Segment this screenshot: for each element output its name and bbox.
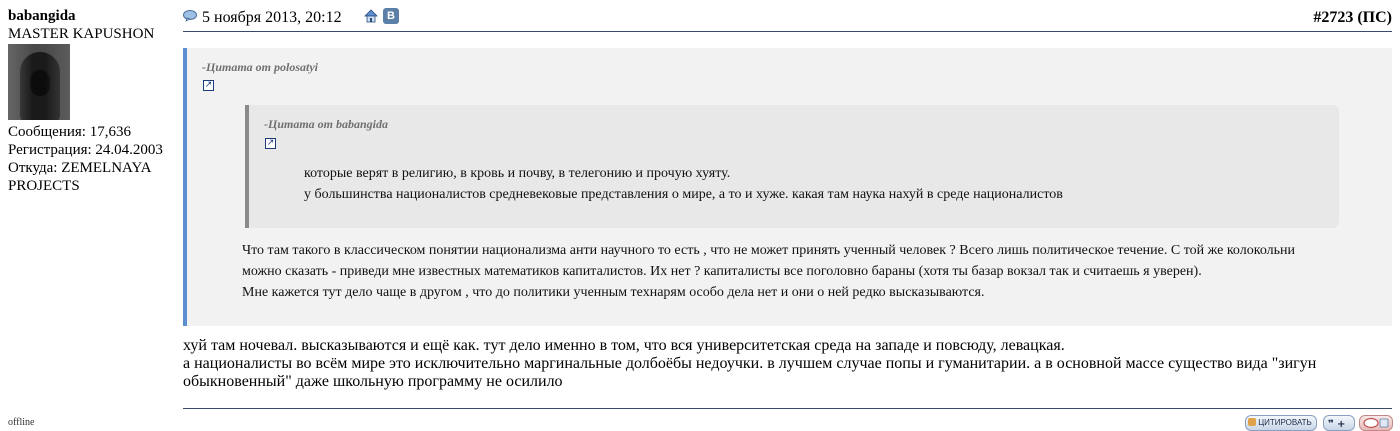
home-icon[interactable]: [364, 9, 378, 23]
quote-button[interactable]: [1245, 415, 1317, 431]
quote-author: -Цитата от polosatyi: [202, 60, 319, 74]
outer-quote-line: можно сказать - приведи мне известных математиков капиталистов. Их нет ? капиталисты все поголовно бараны (хотя ты базар вокзал так и считаешь я уверен).: [242, 264, 1202, 279]
svg-text:+: +: [1337, 419, 1346, 430]
post-icon: [183, 10, 197, 22]
quote-glyph-icon: [1248, 418, 1256, 426]
user-location-cont: PROJECTS: [8, 178, 80, 194]
quote-button-label: ЦИТИРОВАТЬ: [1258, 418, 1312, 427]
post-number-link[interactable]: #2723 (ПС): [1313, 9, 1392, 26]
multiquote-button[interactable]: [1323, 415, 1355, 431]
user-title: MASTER KAPUSHON: [8, 26, 155, 42]
inner-quote-link-icon[interactable]: ↗: [266, 138, 275, 148]
message-line: а националисты во всём мире это исключительно маргинальные долбоёбы недоучки. в лучшем случае попы и гуманитарии. а в основной массе существо вида "зигун: [183, 355, 1317, 372]
vk-share-icon[interactable]: В: [383, 8, 399, 24]
outer-quote-line: Что там такого в классическом понятии национализма анти научного то есть , что не может принять ученный человек ? Всего лишь политическое течение. С той же колокольни: [242, 243, 1295, 258]
user-location: Откуда: ZEMELNAYA: [8, 160, 152, 176]
message-line: хуй там ночевал. высказываются и ещё как. тут дело именно в том, что вся университетская среда на западе и повсюду, левацкая.: [183, 337, 1065, 354]
online-status: offline: [8, 417, 35, 428]
user-info: [8, 7, 178, 195]
inner-quote: [245, 105, 1339, 228]
avatar: [8, 44, 70, 120]
post-message: [183, 337, 1392, 391]
registration-date: Регистрация: 24.04.2003: [8, 142, 163, 158]
username[interactable]: babangida: [8, 8, 76, 24]
inner-quote-line: у большинства националистов средневековые представления о мире, а то и хуже. какая там наука нахуй в среде националистов: [304, 187, 1063, 202]
quote-link-icon[interactable]: ↗: [204, 80, 213, 90]
svg-text:❞: ❞: [1328, 419, 1334, 430]
message-line: обыкновенный" даже школьную программу не осилило: [183, 373, 563, 390]
quick-reply-button[interactable]: [1359, 415, 1393, 431]
post-header: [183, 7, 1392, 32]
inner-quote-line: которые верят в религию, в кровь и почву, в телегонию и прочую хуяту.: [304, 166, 731, 181]
outer-quote: [183, 48, 1392, 326]
post-footer-divider: [183, 408, 1392, 409]
outer-quote-line: Мне кажется тут дело чаще в другом , что до политики ученным технарям особо дела нет и они о ней редко высказываются.: [242, 285, 985, 300]
inner-quote-author: -Цитата от babangida: [264, 117, 389, 131]
post-date: 5 ноября 2013, 20:12: [202, 9, 342, 26]
posts-count: Сообщения: 17,636: [8, 124, 131, 140]
